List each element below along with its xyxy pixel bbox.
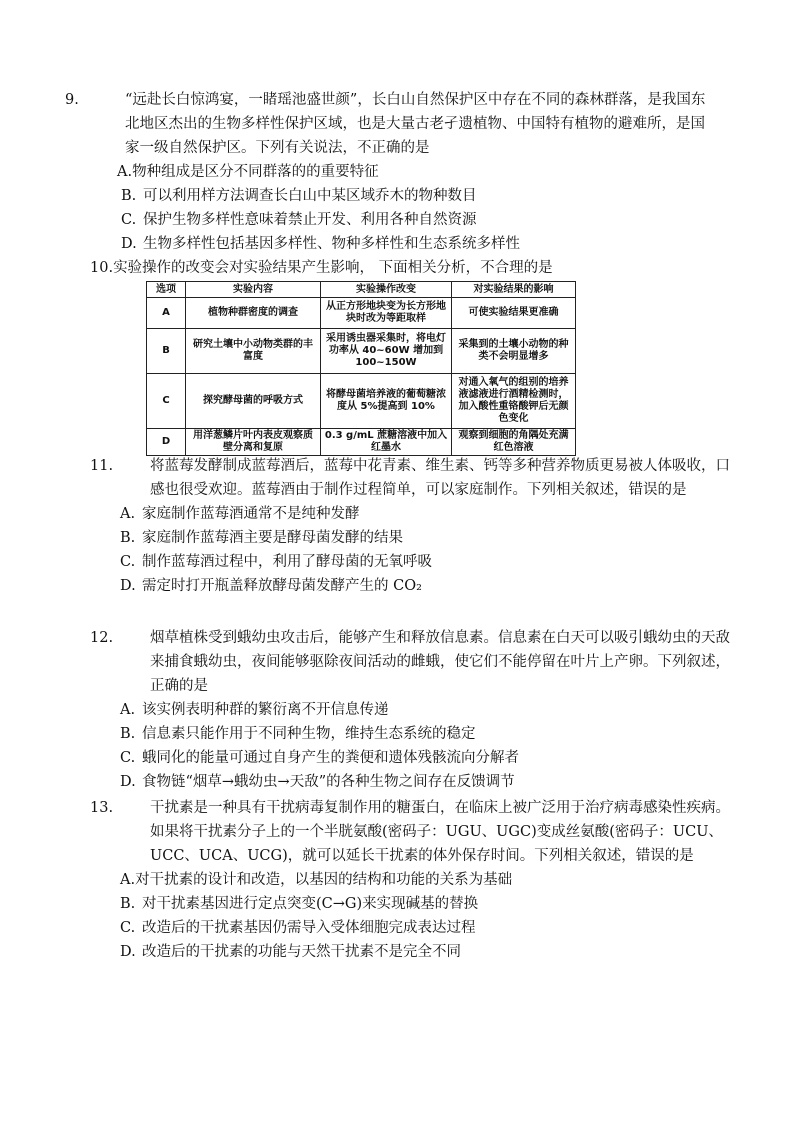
question-stem	[65, 88, 715, 160]
table-cell: 对通入氧气的组别的培养液滤液进行酒精检测时，加入酸性重铬酸钾后无颜色变化	[452, 374, 576, 429]
question-stem	[90, 454, 740, 502]
option-d: D. 食物链“烟草→蛾幼虫→天敌”的各种生物之间存在反馈调节	[120, 774, 515, 790]
table-cell: B	[147, 329, 186, 374]
experiment-table	[146, 281, 576, 456]
header-content: 实验内容	[186, 282, 321, 298]
table-cell: 采用诱虫器采集时，将电灯功率从 40~60W 增加到 100~150W	[321, 329, 452, 374]
table-cell: 0.3 g/mL 蔗糖溶液中加入红墨水	[321, 429, 452, 456]
question-13	[90, 796, 740, 964]
table-cell: 采集到的土壤小动物的种类不会明显增多	[452, 329, 576, 374]
option-b: B. 可以利用样方法调查长白山中某区域乔木的物种数目	[121, 188, 477, 204]
option-a: A. 该实例表明种群的繁衍离不开信息传递	[120, 702, 389, 718]
option-c: C. 改造后的干扰素基因仍需导入受体细胞完成表达过程	[120, 920, 476, 936]
table-cell: 将酵母菌培养液的葡萄糖浓度从 5%提高到 10%	[321, 374, 452, 429]
option-c: C. 蛾同化的能量可通过自身产生的粪便和遗体残骸流向分解者	[120, 750, 519, 766]
question-number: 12.	[90, 630, 114, 646]
option-b: B. 信息素只能作用于不同种生物，维持生态系统的稳定	[120, 726, 476, 742]
question-number: 10.	[90, 260, 114, 276]
table-cell: 探究酵母菌的呼吸方式	[186, 374, 321, 429]
question-stem	[90, 796, 740, 868]
question-stem	[90, 626, 740, 698]
question-text: 干扰素是一种具有干扰病毒复制作用的糖蛋白，在临床上被广泛用于治疗病毒感染性疾病。如果将干扰素分子上的一个半胱氨酸(密码子：UGU、UGC)变成丝氨酸(密码子：UCU、UCC、UCA、UCG)，就可以延长干扰素的体外保存时间。下列相关叙述，错误的是	[150, 800, 730, 864]
option-d: D. 生物多样性包括基因多样性、物种多样性和生态系统多样性	[121, 236, 520, 252]
option-c: C. 保护生物多样性意味着禁止开发、利用各种自然资源	[121, 212, 477, 228]
table-cell: 用洋葱鳞片叶内表皮观察质壁分离和复原	[186, 429, 321, 456]
question-12	[90, 626, 740, 794]
header-option: 选项	[147, 282, 186, 298]
table-header-row	[147, 282, 576, 298]
table-row	[147, 298, 576, 329]
question-text: 实验操作的改变会对实验结果产生影响， 下面相关分析，不合理的是	[113, 260, 553, 276]
question-10	[90, 256, 710, 280]
option-a: A.物种组成是区分不同群落的的重要特征	[117, 164, 379, 180]
option-a: A.对干扰素的设计和改造，以基因的结构和功能的关系为基础	[120, 872, 513, 888]
header-change: 实验操作改变	[321, 282, 452, 298]
question-text: 烟草植株受到蛾幼虫攻击后，能够产生和释放信息素。信息素在白天可以吸引蛾幼虫的天敌来捕食蛾幼虫，夜间能够驱除夜间活动的雌蛾，使它们不能停留在叶片上产卵。下列叙述，正确的是	[150, 630, 730, 694]
question-number: 9.	[65, 92, 79, 108]
table-cell: 可使实验结果更准确	[452, 298, 576, 329]
option-c: C. 制作蓝莓酒过程中，利用了酵母菌的无氧呼吸	[120, 554, 432, 570]
question-number: 13.	[90, 800, 114, 816]
table-cell: A	[147, 298, 186, 329]
table-row	[147, 429, 576, 456]
table-cell: 观察到细胞的角隅处充满红色溶液	[452, 429, 576, 456]
table-cell: D	[147, 429, 186, 456]
question-9	[65, 88, 715, 256]
question-number: 11.	[90, 458, 114, 474]
question-text: 将蓝莓发酵制成蓝莓酒后，蓝莓中花青素、维生素、钙等多种营养物质更易被人体吸收，口感也很受欢迎。蓝莓酒由于制作过程简单，可以家庭制作。下列相关叙述，错误的是	[150, 458, 730, 498]
question-text: “远赴长白惊鸿宴，一睹瑶池盛世颜”，长白山自然保护区中存在不同的森林群落，是我国东北地区杰出的生物多样性保护区域，也是大量古老孑遗植物、中国特有植物的避难所，是国家一级自然保护区。下列有关说法，不正确的是	[125, 92, 706, 156]
option-d: D. 需定时打开瓶盖释放酵母菌发酵产生的 CO₂	[120, 578, 422, 594]
table-cell: C	[147, 374, 186, 429]
table-row	[147, 329, 576, 374]
header-effect: 对实验结果的影响	[452, 282, 576, 298]
option-d: D. 改造后的干扰素的功能与天然干扰素不是完全不同	[120, 944, 461, 960]
option-a: A. 家庭制作蓝莓酒通常不是纯种发酵	[120, 506, 360, 522]
option-b: B. 对干扰素基因进行定点突变(C→G)来实现碱基的替换	[120, 896, 479, 912]
option-b: B. 家庭制作蓝莓酒主要是酵母菌发酵的结果	[120, 530, 403, 546]
table-cell: 从正方形地块变为长方形地块时改为等距取样	[321, 298, 452, 329]
question-11	[90, 454, 740, 598]
table-row	[147, 374, 576, 429]
table-cell: 植物种群密度的调查	[186, 298, 321, 329]
table-cell: 研究土壤中小动物类群的丰富度	[186, 329, 321, 374]
